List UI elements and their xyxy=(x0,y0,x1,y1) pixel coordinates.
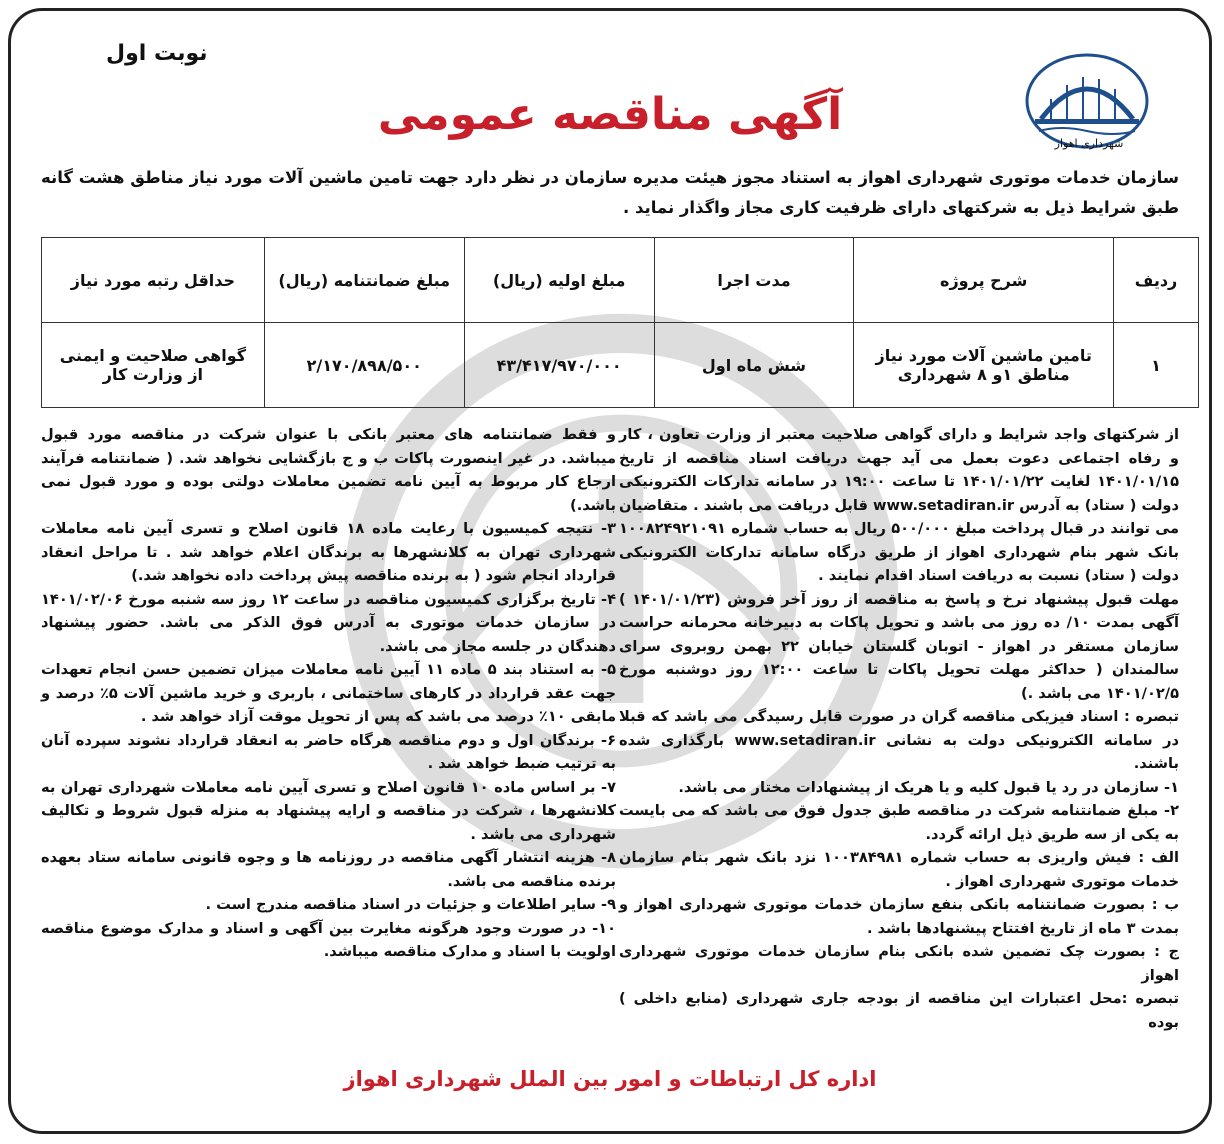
cell-minimum-grade: گواهی صلاحیت و ایمنی از وزارت کار xyxy=(42,323,265,408)
paragraph: تبصره :محل اعتبارات این مناقصه از بودجه جاری شهرداری (منابع داخلی ) بوده xyxy=(619,990,1179,1031)
paragraph: ۷- بر اساس ماده ۱۰ قانون اصلاح و تسری آیین نامه معاملات شهرداری تهران به کلانشهرها ، شرکت در مناقصه و ارایه پیشنهاد به منزله قبول شروط و تکالیف شهرداری می باشد . xyxy=(41,778,616,843)
paragraph: ۵- به استناد بند ۵ ماده ۱۱ آیین نامه معاملات میزان تضمین حسن انجام تعهدات جهت عقد قرارداد در کارهای ساختمانی ، باربری و خرید ماشین آلات ۵٪ درصد و مابقی ۱۰٪ درصد می باشد که پس از تحویل موقت آزاد خواهد شد . xyxy=(41,661,616,725)
header-minimum-grade: حداقل رتبه مورد نیاز xyxy=(42,238,265,323)
paragraph: ۶- برندگان اول و دوم مناقصه هرگاه حاضر به انعقاد قرارداد نشوند سپرده آنان به ترتیب ضبط خواهد شد . xyxy=(41,731,616,772)
notice-title: آگهی مناقصه عمومی xyxy=(377,89,843,140)
paragraph: تبصره : اسناد فیزیکی مناقصه گران در صورت قابل رسیدگی می باشد که قبلا در سامانه الکترونیکی دولت به نشانی www.setadiran.ir بارگذاری شده باشند. xyxy=(619,708,1179,772)
paragraph: ۴- تاریخ برگزاری کمیسیون مناقصه در ساعت ۱۲ روز سه شنبه مورخ ۱۴۰۱/۰۲/۰۶ در سازمان خدمات موتوری به آدرس فوق الذکر می باشد. حضور پیشنهاد دهندگان در جلسه مجاز می باشد. xyxy=(41,590,616,655)
paragraph: ۱- سازمان در رد یا قبول کلیه و یا هریک از پیشنهادات مختار می باشد. xyxy=(678,778,1179,796)
intro-paragraph: سازمان خدمات موتوری شهرداری اهواز به استناد مجوز هیئت مدیره سازمان در نظر دارد جهت تامین ماشین آلات مورد نیاز مناطق هشت گانه طبق شرایط ذیل به شرکتهای دارای ظرفیت کاری مجاز واگذار نماید . xyxy=(41,168,1179,217)
table-header-row xyxy=(42,238,1199,323)
cell-initial-amount: ۴۳/۴۱۷/۹۷۰/۰۰۰ xyxy=(464,323,654,408)
conditions-right-column xyxy=(619,423,1179,1034)
paragraph: ۸- هزینه انتشار آگهی مناقصه در روزنامه ها و وجوه قانونی سامانه ستاد بعهده برنده مناقصه می باشد. xyxy=(41,849,616,890)
header-initial-amount: مبلغ اولیه (ریال) xyxy=(464,238,654,323)
footer-office-name: اداره کل ارتباطات و امور بین الملل شهرداری اهواز xyxy=(343,1067,877,1091)
tender-table xyxy=(41,237,1199,408)
paragraph: و فقط ضمانتنامه های معتبر بانکی با عنوان شرکت در مناقصه مورد قبول میباشد. در غیر اینصورت پاکات ب و ج بازگشایی نخواهد شد. ( ضمانتنامه فرآیند ارجاع کار مربوط به آیین نامه تضمین معاملات دولتی بوده و مورد قبول نمی باشد.) xyxy=(41,426,616,514)
paragraph: از شرکتهای واجد شرایط و دارای گواهی صلاحیت معتبر از وزارت تعاون ، کار و رفاه اجتماعی دعوت بعمل می آید جهت دریافت اسناد مناقصه از تاریخ ۱۴۰۱/۰۱/۱۵ لغایت ۱۴۰۱/۰۱/۲۲ تا ساعت ۱۹:۰۰ در سامانه تدارکات الکترونیکی دولت ( ستاد) به آدرس www.setadiran.ir قابل دریافت می باشند . متقاضیان می توانند در قبال پرداخت مبلغ ۵۰۰/۰۰۰ ریال به حساب شماره ۱۰۰۸۲۴۹۲۱۰۹۱ بانک شهر بنام شهرداری اهواز از طریق درگاه سامانه تدارکات الکترونیکی دولت ( ستاد) نسبت به دریافت اسناد اقدام نمایند . xyxy=(619,426,1180,584)
conditions-left-column xyxy=(41,423,616,964)
paragraph: ج : بصورت چک تضمین شده بانکی بنام سازمان خدمات موتوری شهرداری اهواز xyxy=(619,943,1179,984)
paragraph: الف : فیش واریزی به حساب شماره ۱۰۰۳۸۴۹۸۱ نزد بانک شهر بنام سازمان خدمات موتوری شهرداری اهواز . xyxy=(619,849,1180,890)
publication-round: نوبت اول xyxy=(106,41,208,66)
paragraph: مهلت قبول پیشنهاد نرخ و پاسخ به مناقصه از روز آخر فروش (۱۴۰۱/۰۱/۲۳ ) آگهی بمدت ۱۰/ ده روز می باشد و تحویل پاکات به دبیرخانه محرمانه حراست سازمان مستقر در اهواز - اتوبان گلستان خیابان ۲۲ بهمن روبروی سرای سالمندان ( حداکثر مهلت تحویل پاکات تا ساعت ۱۲:۰۰ روز دوشنبه مورخ ۱۴۰۱/۰۲/۵ می باشد .) xyxy=(619,590,1179,702)
paragraph: ب : بصورت ضمانتنامه بانکی بنفع سازمان خدمات موتوری شهرداری اهواز و بمدت ۳ ماه از تاریخ افتتاح پیشنهادها باشد . xyxy=(619,896,1179,937)
logo-caption: شهرداری اهواز xyxy=(1054,137,1124,150)
header-row-number: ردیف xyxy=(1114,238,1199,323)
paragraph: ۱۰- در صورت وجود هرگونه مغایرت بین آگهی و اسناد و مدارک موضوع مناقصه اولویت با اسناد و مدارک مناقصه میباشد. xyxy=(41,919,616,960)
header-duration: مدت اجرا xyxy=(654,238,854,323)
header-project-description: شرح پروژه xyxy=(854,238,1114,323)
paragraph: ۲- مبلغ ضمانتنامه شرکت در مناقصه طبق جدول فوق می باشد که می بایست به یکی از سه طریق ذیل ارائه گردد. xyxy=(619,802,1179,843)
header-guarantee-amount: مبلغ ضمانتنامه (ریال) xyxy=(264,238,464,323)
notice-frame xyxy=(8,8,1212,1134)
paragraph: ۳- نتیجه کمیسیون با رعایت ماده ۱۸ قانون اصلاح و تسری آیین نامه معاملات شهرداری تهران به کلانشهرها به برندگان اعلام خواهد شد . تا مراحل انعقاد قرارداد انجام شود ( به برنده مناقصه پیش پرداخت داده نخواهد شد.) xyxy=(41,520,616,584)
cell-duration: شش ماه اول xyxy=(654,323,854,408)
paragraph: ۹- سایر اطلاعات و جزئیات در اسناد مناقصه مندرج است . xyxy=(205,896,616,913)
cell-row-number: ۱ xyxy=(1114,323,1199,408)
cell-guarantee-amount: ۲/۱۷۰/۸۹۸/۵۰۰ xyxy=(264,323,464,408)
cell-project-description: تامین ماشین آلات مورد نیاز مناطق ۱و ۸ شهرداری xyxy=(854,323,1114,408)
table-row xyxy=(42,323,1199,408)
